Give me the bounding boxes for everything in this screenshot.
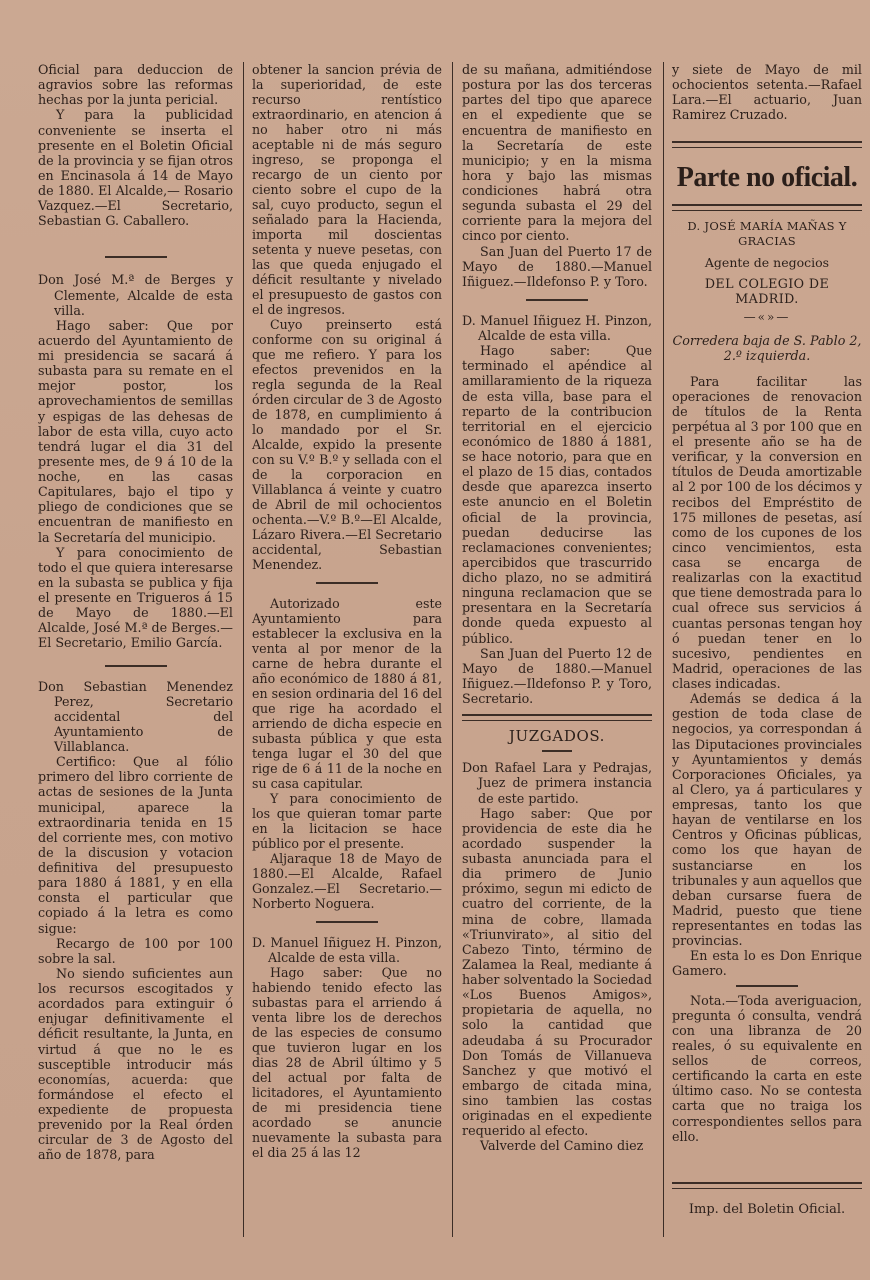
column-4 <box>672 62 862 1144</box>
column-rule <box>452 62 453 1237</box>
address-line: 2.º izquierda. <box>723 348 811 364</box>
paragraph: Hago saber: Que no habiendo tenido efecto las subastas para el arriendo á venta libre los de derechos de las especies de consumo que tuvieron lugar en los dias 28 de Abril último y 5 del actual por falta de licitadores, el Ayuntamiento de mi presidencia tiene acordado se anuncie nuevamente la subasta para el dia 25 á las 12 <box>252 965 442 1160</box>
ornament: —«»— <box>743 310 791 325</box>
address-line: Corredera baja de S. Pablo 2, <box>672 333 862 349</box>
separator <box>542 750 572 752</box>
paragraph: San Juan del Puerto 12 de Mayo de 1880.—Manuel Iñiguez.—Ildefonso P. y Toro, Secretario. <box>462 645 652 706</box>
column-2 <box>252 62 442 1160</box>
paragraph: Oficial para deduccion de agravios sobre las reformas hechas por la junta pericial. <box>38 62 233 108</box>
paragraph: Cuyo preinserto está conforme con su original á que me refiero. Y para los efectos prevenidos en la regla segunda de la Real órden circular de 3 de Agosto de 1878, en cumplimiento á lo mandado por el Sr. Alcalde, expido la presente con su V.º B.º y sellada con el de la corporacion en Villablanca á veinte y cuatro de Abril de mil ochocientos ochenta.—V.º B.º—El Alcalde, Lázaro Rivera.—El Secretario accidental, Sebastian Menendez. <box>252 317 442 572</box>
announcement-heading: Don Rafael Lara y Pedrajas, Juez de primera instancia de este partido. <box>462 760 652 806</box>
section-heading: JUZGADOS. <box>508 727 606 746</box>
paragraph: Nota.—Toda averiguacion, pregunta ó consulta, vendrá con una libranza de 20 reales, ó su equivalente en sellos de correos, certificando la carta en este último caso. No se contesta carta que no traiga los correspondientes sellos para ello. <box>672 992 862 1144</box>
double-rule <box>672 1182 862 1189</box>
paragraph: San Juan del Puerto 17 de Mayo de 1880.—Manuel Iñiguez.—Ildefonso P. y Toro. <box>462 243 652 289</box>
separator <box>316 582 378 584</box>
paragraph: Hago saber: Que por acuerdo del Ayuntamiento de mi presidencia se sacará á subasta para su remate en el mejor postor, los aprovechamientos de semillas y espigas de las dehesas de labor de esta villa, cuyo acto tendrá lugar el dia 31 del presente mes, de 9 á 10 de la noche, en las casas Capitulares, bajo el tipo y pliego de condiciones que se encuentran de manifiesto en la Secretaría del municipio. <box>38 317 233 545</box>
paragraph: Hago saber: Que por providencia de este dia he acordado suspender la subasta anunciada para el dia primero de Junio próximo, segun mi edicto de cuatro del corriente, de la mina de cobre, llamada «Triunvirato», al sitio del Cabezo Tinto, término de Zalamea la Real, mediante á haber solventado la Sociedad «Los Buenos Amigos», propietaria de aquella, no solo la cantidad que adeudaba á su Procurador Don Tomás de Villanueva Sanchez y que motivó el embargo de citada mina, sino tambien las costas originadas en el expediente requerido al efecto. <box>462 805 652 1139</box>
paragraph: Valverde del Camino diez <box>480 1138 644 1154</box>
announcement-heading: D. Manuel Iñiguez H. Pinzon, Alcalde de esta villa. <box>252 935 442 965</box>
separator <box>736 985 798 987</box>
double-rule <box>672 204 862 211</box>
paragraph: y siete de Mayo de mil ochocientos setenta.—Rafael Lara.—El actuario, Juan Ramirez Cruzado. <box>672 62 862 123</box>
separator <box>316 921 378 923</box>
agent-name: D. JOSÉ MARÍA MAÑAS Y GRACIAS <box>687 218 847 248</box>
agent-college: DEL COLEGIO DE MADRID. <box>704 275 830 306</box>
paragraph: obtener la sancion prévia de la superioridad, de este recurso rentístico extraordinario, en atencion á no haber otro ni más aceptable ni de más seguro ingreso, se proponga el recargo de un ciento por ciento sobre el cupo de la sal, cuyo producto, segun el señalado para la Hacienda, importa mil doscientas setenta y nueve pesetas, con las que queda enjugado el déficit resultante y nivelado el presupuesto de gastos con el de ingresos. <box>252 62 442 317</box>
column-3 <box>462 62 652 1154</box>
paragraph: Además se dedica á la gestion de toda clase de negocios, ya correspondan á las Diputaciones provinciales y Ayuntamientos y demás Corporaciones Oficiales, ya al Clero, ya á particulares y empresas, tanto los que hayan de ventilarse en los Centros y Oficinas públicas, como los que hayan de sustanciarse en los tribunales y aun aquellos que deban cursarse fuera de Madrid, puesto que tiene representantes en todas las provincias. <box>672 691 862 949</box>
paragraph: de su mañana, admitiéndose postura por las dos terceras partes del tipo que aparece en el expediente que se encuentra de manifiesto en la Secretaría de este municipio; y en la misma hora y bajo las mismas condiciones habrá otra segunda subasta el 29 del corriente para la mejora del cinco por ciento. <box>462 62 652 244</box>
paragraph: Aljaraque 18 de Mayo de 1880.—El Alcalde, Rafael Gonzalez.—El Secretario.—Norberto Noguera. <box>252 851 442 911</box>
paragraph: Y para conocimiento de todo el que quiera interesarse en la subasta se publica y fija el presente en Trigueros á 15 de Mayo de 1880.—El Alcalde, José M.ª de Berges.—El Secretario, Emilio García. <box>38 544 233 651</box>
printer-footer: Imp. del Boletin Oficial. <box>688 1202 846 1217</box>
paragraph: Certifico: Que al fólio primero del libro corriente de actas de sesiones de la Junta municipal, aparece la extraordinaria tenida en 15 del corriente mes, con motivo de la discusion y votacion definitiva del presupuesto para 1880 á 1881, y en ella consta el particular que copiado á la letra es como sigue: <box>38 754 233 936</box>
paragraph: Para facilitar las operaciones de renovacion de títulos de la Renta perpétua al 3 por 100 que en el presente año se ha de verificar, y la conversion en títulos de Deuda amortizable al 2 por 100 de los décimos y recibos del Empréstito de 175 millones de pesetas, así como de los cupones de los cinco vencimientos, esta casa se encarga de realizarlas con la exactitud que tiene demostrada para lo cual ofrece sus servicios á cuantas personas tengan hoy ó puedan tener en lo sucesivo, pendientes en Madrid, operaciones de las clases indicadas. <box>672 373 862 691</box>
paragraph: Y para conocimiento de los que quieran tomar parte en la licitacion se hace público por el presente. <box>252 791 442 851</box>
paragraph: Autorizado este Ayuntamiento para establecer la exclusiva en la venta al por menor de la carne de hebra durante el año económico de 1880 á 81, en sesion ordinaria del 16 del que rige ha acordado el arriendo de dicha especie en subasta pública y que esta tenga lugar el 30 del que rige de 6 á 11 de la noche en su casa capitular. <box>252 596 442 791</box>
double-rule <box>672 141 862 148</box>
paragraph: No siendo suficientes aun los recursos escogitados y acordados para extinguir ó enjugar definitivamente el déficit resultante, la Junta, en virtud á que no le es susceptible introducir más economías, acuerda: que formándose el efecto el expediente de propuesta prevenido por la Real órden circular de 3 de Agosto del año de 1878, para <box>38 965 233 1163</box>
paragraph: Hago saber: Que terminado el apéndice al amillaramiento de la riqueza de esta villa, base para el reparto de la contribucion territorial en el ejercicio económico de 1880 á 1881, se hace notorio, para que en el plazo de 15 dias, contados desde que aparezca inserto este anuncio en el Boletin oficial de la provincia, puedan deducirse las reclamaciones convenientes; apercibidos que trascurrido dicho plazo, no se admitirá ninguna reclamacion que se presentara en la Secretaría donde queda expuesto al público. <box>462 343 652 646</box>
announcement-heading: D. Manuel Iñiguez H. Pinzon, Alcalde de esta villa. <box>462 312 652 343</box>
announcement-heading: Don José M.ª de Berges y Clemente, Alcalde de esta villa. <box>38 272 233 318</box>
column-rule <box>243 62 244 1237</box>
paragraph: Recargo de 100 por 100 sobre la sal. <box>38 935 233 966</box>
separator <box>105 256 167 258</box>
separator <box>526 299 588 301</box>
column-1 <box>38 62 233 1163</box>
double-rule <box>462 714 652 721</box>
paragraph: Y para la publicidad conveniente se inserta el presente en el Boletin Oficial de la provincia y se fijan otros en Encinasola á 14 de Mayo de 1880. El Alcalde,— Rosario Vazquez.—El Secretario, Sebastian G. Caballero. <box>38 107 233 229</box>
section-title: Parte no oficial. <box>676 161 858 193</box>
column-rule <box>663 62 664 1237</box>
separator <box>105 665 167 667</box>
paragraph: En esta lo es Don Enrique Gamero. <box>672 948 862 979</box>
agent-role: Agente de negocios <box>704 254 830 270</box>
announcement-heading: Don Sebastian Menendez Perez, Secretario accidental del Ayuntamiento de Villablanca. <box>38 678 233 754</box>
